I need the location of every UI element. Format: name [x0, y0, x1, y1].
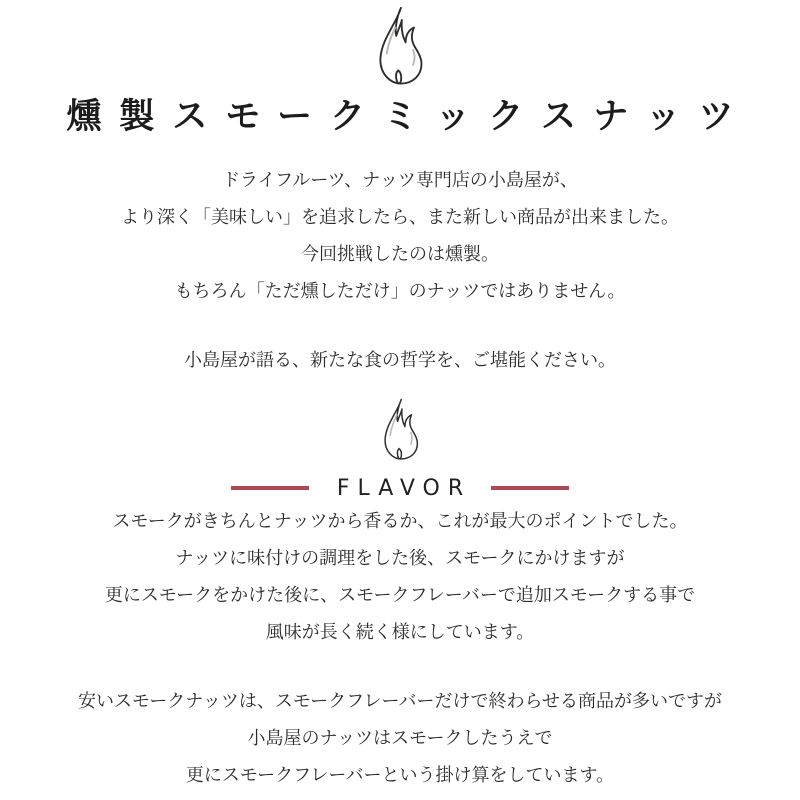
flavor-line: 風味が長く続く様にしています。 — [265, 622, 535, 643]
intro-line: 今回挑戦したのは燻製。 — [301, 244, 499, 265]
intro-line: より深く「美味しい」を追求したら、また新しい商品が出来ました。 — [121, 207, 679, 228]
intro-line: もちろん「ただ燻しただけ」のナッツではありません。 — [174, 281, 626, 302]
flavor-paragraph-2 — [78, 683, 722, 794]
flavor-line: 小島屋のナッツはスモークしたうえで — [247, 728, 553, 749]
flavor-rule-right — [491, 486, 569, 490]
page-title: 燻製スモークミックスナッツ — [66, 97, 752, 137]
intro-line: 小島屋が語る、新たな食の哲学を、ご堪能ください。 — [184, 350, 616, 371]
flavor-section-heading — [231, 473, 569, 503]
intro-line: ドライフルーツ、ナッツ専門店の小島屋が、 — [222, 170, 578, 191]
flavor-heading-label: FLAVOR — [336, 475, 472, 501]
flavor-rule-left — [231, 486, 309, 490]
flavor-line: 更にスモークをかけた後に、スモークフレーバーで追加スモークする事で — [104, 585, 696, 606]
flame-icon — [370, 5, 430, 91]
flavor-line: 安いスモークナッツは、スモークフレーバーだけで終わらせる商品が多いですが — [77, 691, 723, 712]
flame-icon — [377, 397, 424, 465]
flavor-paragraph-1 — [105, 503, 695, 651]
flavor-line: ナッツに味付けの調理をした後、スモークにかけますが — [175, 548, 625, 569]
intro-paragraph-2 — [184, 342, 616, 379]
flavor-line: スモークがきちんとナッツから香るか、これが最大のポイントでした。 — [112, 511, 688, 532]
intro-paragraph-1 — [121, 162, 679, 310]
flavor-line: 更にスモークフレーバーという掛け算をしています。 — [185, 765, 615, 786]
